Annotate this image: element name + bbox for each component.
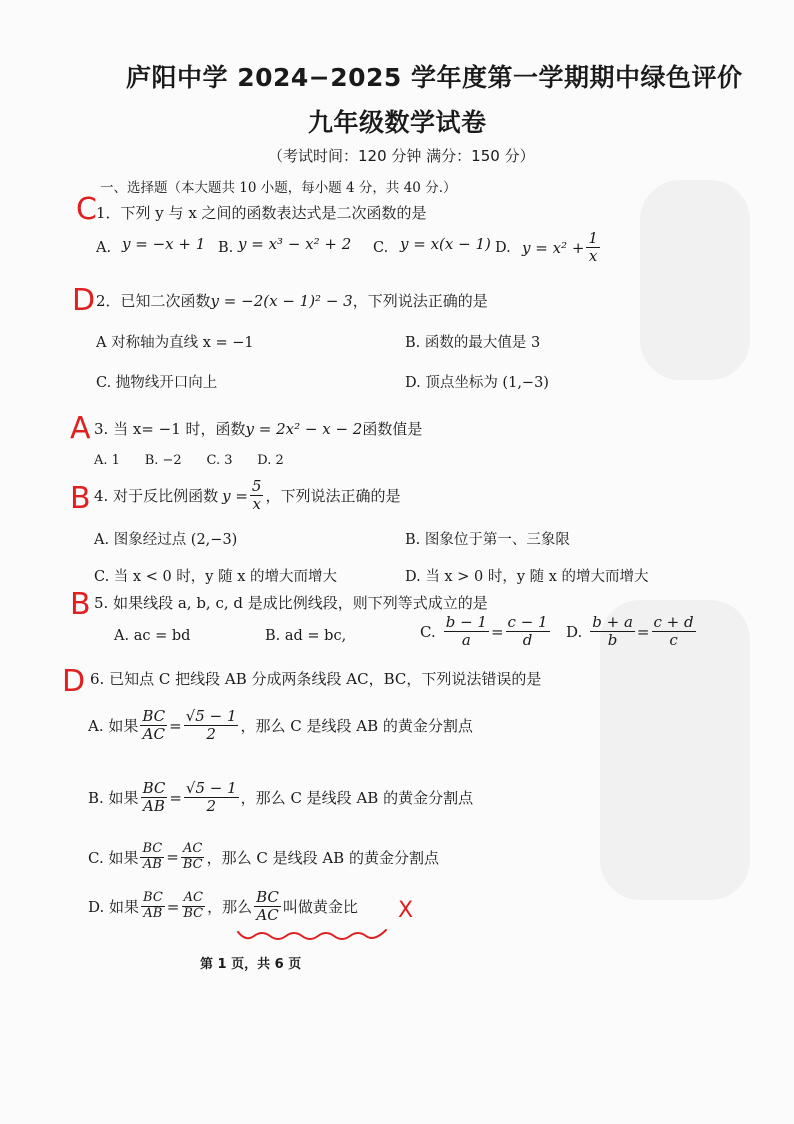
q3-options: A. 1 B. −2 C. 3 D. 2 — [94, 453, 284, 468]
scan-shadow — [640, 180, 750, 380]
exam-info: （考试时间：120 分钟 满分：150 分） — [268, 147, 535, 165]
section-heading: 一、选择题（本大题共 10 小题，每小题 4 分，共 40 分.） — [100, 180, 457, 196]
q6-stem: 6. 已知点 C 把线段 AB 分成两条线段 AC，BC，下列说法错误的是 — [90, 670, 542, 688]
q1-option-c: y = x(x − 1) — [400, 235, 491, 253]
q1-option-d-expr: y = x² + — [522, 238, 585, 257]
q4-option-a: A. 图象经过点 (2,−3) — [94, 532, 238, 548]
q1-stem: 1．下列 y 与 x 之间的函数表达式是二次函数的是 — [96, 204, 427, 222]
wrong-mark: X — [398, 898, 414, 923]
q1-option-a: y = −x + 1 — [122, 235, 206, 253]
q5-option-a: A. ac = bd — [114, 628, 191, 644]
q2-option-d: D. 顶点坐标为 (1,−3) — [405, 375, 549, 391]
answer-mark: B — [70, 587, 91, 622]
q4-stem: 4. 对于反比例函数 y = $\frac{5}{x}$ ，下列说法正确的是 — [94, 477, 401, 514]
q4-option-b: B. 图象位于第一、三象限 — [405, 532, 570, 548]
answer-mark: B — [70, 481, 91, 516]
q1-option-b: y = x³ − x² + 2 — [238, 235, 352, 253]
answer-mark: D — [62, 664, 86, 699]
page-footer: 第 1 页，共 6 页 — [200, 957, 302, 972]
q6-option-b: B. 如果 $\frac{BC}{AB}$ = $\frac{√5 - 1}{2}$ ，那么 C 是线段 AB 的黄金分割点 — [88, 779, 474, 816]
q4-option-d: D. 当 x > 0 时，y 随 x 的增大而增大 — [405, 569, 649, 585]
q5-stem: 5. 如果线段 a, b, c, d 是成比例线段，则下列等式成立的是 — [94, 594, 488, 612]
q5-option-b: B. ad = bc, — [265, 628, 347, 644]
q5-option-c: C. $\frac{b - 1}{a}$ = $\frac{c - 1}{d}$ — [420, 613, 548, 650]
q2-stem: 2．已知二次函数y = −2(x − 1)² − 3，下列说法正确的是 — [96, 292, 488, 310]
q1-option-d-label: D. — [495, 240, 511, 256]
exam-subtitle: 九年级数学试卷 — [308, 108, 487, 137]
answer-mark: D — [72, 283, 96, 318]
q2-option-b: B. 函数的最大值是 3 — [405, 335, 541, 351]
q1-option-d — [522, 230, 602, 266]
q6-option-d: D. 如果 $\frac{BC}{AB}$ = $\frac{AC}{BC}$ ，那么 $\frac{BC}{AC}$ 叫做黄金比 — [88, 888, 358, 925]
handwritten-underline — [236, 926, 392, 946]
q6-option-c: C. 如果 $\frac{BC}{AB}$ = $\frac{AC}{BC}$ ，那么 C 是线段 AB 的黄金分割点 — [88, 841, 439, 872]
q6-option-a: A. 如果 $\frac{BC}{AC}$ = $\frac{√5 - 1}{2}$ ，那么 C 是线段 AB 的黄金分割点 — [88, 707, 473, 744]
q1-option-b-label: B. — [218, 240, 234, 256]
q2-option-c: C. 抛物线开口向上 — [96, 375, 218, 391]
q5-option-d: D. $\frac{b + a}{b}$ = $\frac{c + d}{c}$ — [566, 613, 694, 650]
q1-option-a-label: A. — [96, 240, 112, 256]
q1-option-c-label: C. — [373, 240, 389, 256]
q1-option-d-fraction: $\frac{1}{x}$ — [588, 229, 598, 266]
q2-option-a: A 对称轴为直线 x = −1 — [96, 335, 254, 351]
q4-option-c: C. 当 x < 0 时，y 随 x 的增大而增大 — [94, 569, 337, 585]
exam-title: 庐阳中学 2024−2025 学年度第一学期期中绿色评价 — [126, 63, 743, 92]
answer-mark: A — [70, 411, 91, 446]
answer-mark: C — [76, 192, 97, 227]
q4-fraction: $\frac{5}{x}$ — [251, 477, 262, 514]
q3-stem: 3. 当 x= −1 时，函数y = 2x² − x − 2函数值是 — [94, 420, 423, 438]
